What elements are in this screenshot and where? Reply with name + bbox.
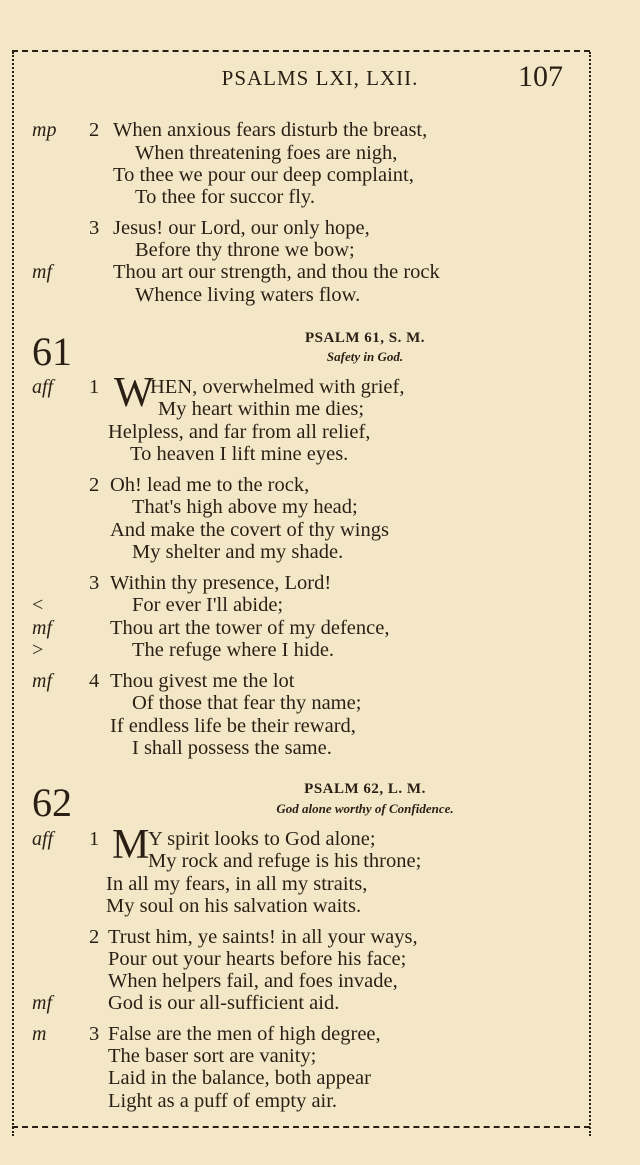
bottom-border [12,1126,590,1128]
hymn-line: Jesus! our Lord, our only hope, [113,217,370,239]
hymn-line: Of those that fear thy name; [132,692,362,714]
hymn-line: God is our all-sufficient aid. [108,992,340,1014]
hymn-line: To heaven I lift mine eyes. [130,443,349,465]
drop-cap: M [112,822,150,868]
psalm-number: 62 [32,780,72,825]
page-number: 107 [518,60,563,93]
hymn-line: My rock and refuge is his throne; [148,850,422,872]
hymn-line: Before thy throne we bow; [135,239,355,261]
left-border [12,52,14,1136]
hymn-line: Thou art the tower of my defence, [110,617,390,639]
dynamic-mark: mf [32,261,52,283]
hymn-line: Helpless, and far from all relief, [108,421,371,443]
hymn-line: In all my fears, in all my straits, [106,873,368,895]
verse-number: 3 [89,572,100,594]
drop-cap: W [114,370,154,416]
dynamic-mark: aff [32,828,54,850]
verse-number: 3 [89,217,100,239]
hymn-line: My shelter and my shade. [132,541,344,563]
verse-number: 2 [89,926,100,948]
hymn-line: Thou givest me the lot [110,670,295,692]
hymn-line: I shall possess the same. [132,737,332,759]
hymn-line: Whence living waters flow. [135,284,361,306]
dynamic-mark: mf [32,992,52,1014]
psalm-title: PSALM 61, S. M. [305,330,425,346]
hymn-line: If endless life be their reward, [110,715,356,737]
hymn-line: Trust him, ye saints! in all your ways, [108,926,418,948]
hymn-line: HEN, overwhelmed with grief, [150,376,405,398]
hymn-line: When anxious fears disturb the breast, [113,119,428,141]
hymn-line: Light as a puff of empty air. [108,1090,338,1112]
verse-number: 4 [89,670,100,692]
crescendo-mark: < [32,594,44,616]
hymn-line: That's high above my head; [132,496,358,518]
hymn-line: Pour out your hearts before his face; [108,948,407,970]
page-header-title: PSALMS LXI, LXII. [221,66,419,90]
hymn-line: My heart within me dies; [158,398,365,420]
dynamic-mark: aff [32,376,54,398]
hymn-line: Y spirit looks to God alone; [148,828,376,850]
hymn-line: When helpers fail, and foes invade, [108,970,398,992]
psalm-subtitle: God alone worthy of Confidence. [276,801,454,816]
verse-number: 3 [89,1023,100,1045]
hymn-line: The refuge where I hide. [132,639,335,661]
top-border [12,50,590,52]
psalm-title: PSALM 62, L. M. [304,781,426,797]
psalm-number: 61 [32,329,72,374]
hymn-line: Oh! lead me to the rock, [110,474,310,496]
right-border [589,52,591,1136]
hymn-line: To thee for succor fly. [135,186,315,208]
verse-number: 2 [89,119,100,141]
hymn-line: For ever I'll abide; [132,594,284,616]
hymn-line: False are the men of high degree, [108,1023,381,1045]
hymn-line: My soul on his salvation waits. [106,895,362,917]
dynamic-mark: mp [32,119,57,141]
verse-number: 1 [89,828,100,850]
verse-number: 2 [89,474,100,496]
hymn-line: To thee we pour our deep complaint, [113,164,414,186]
dynamic-mark: mf [32,617,52,639]
hymn-line: And make the covert of thy wings [110,519,389,541]
hymn-line: The baser sort are vanity; [108,1045,317,1067]
hymn-line: Laid in the balance, both appear [108,1067,371,1089]
hymn-line: Thou art our strength, and thou the rock [113,261,440,283]
psalm-subtitle: Safety in God. [326,349,404,364]
hymn-line: When threatening foes are nigh, [135,142,398,164]
verse-number: 1 [89,376,100,398]
dynamic-mark: mf [32,670,52,692]
diminuendo-mark: > [32,639,44,661]
hymn-line: Within thy presence, Lord! [110,572,332,594]
dynamic-mark: m [32,1023,47,1045]
